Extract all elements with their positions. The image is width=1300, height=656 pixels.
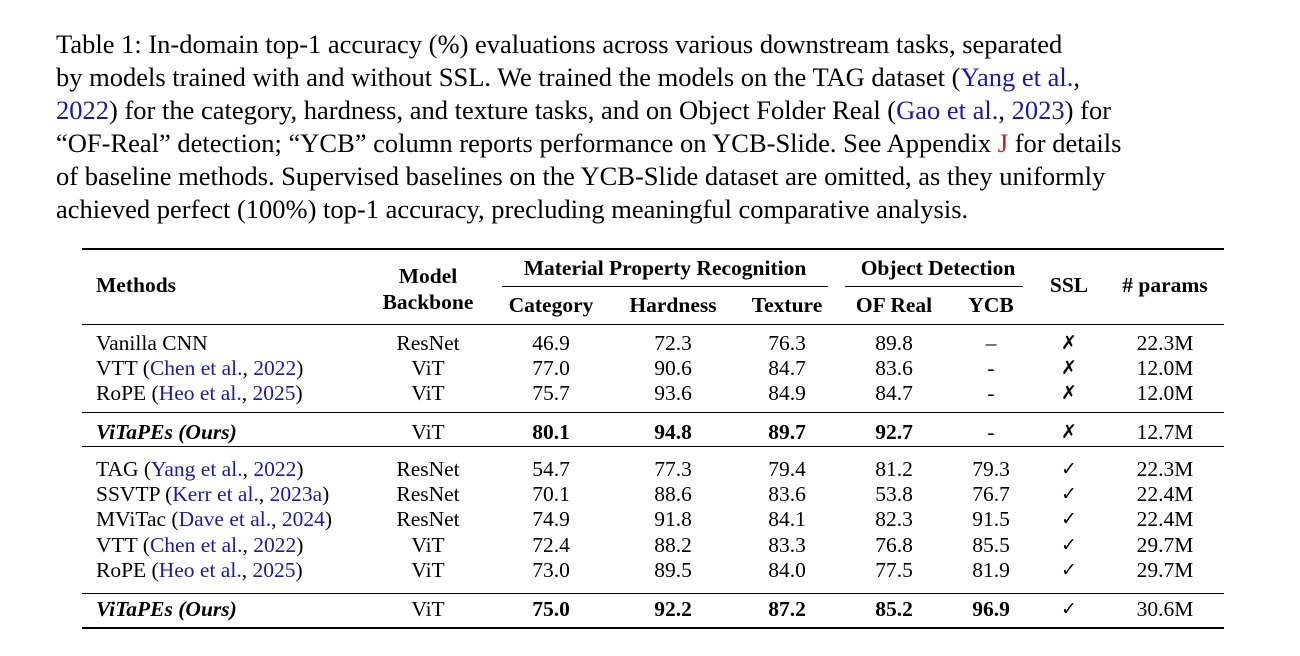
header-ssl: SSL [1049, 273, 1089, 297]
cell-of-real: 76.8 [875, 533, 913, 557]
check-icon: ✓ [1061, 598, 1077, 620]
cell-of-real: 77.5 [875, 558, 913, 582]
results-table [82, 248, 1224, 630]
cell-hardness: 72.3 [654, 331, 692, 355]
cell-category: 75.7 [532, 381, 570, 405]
cell-ycb: - [987, 381, 995, 405]
method-name: , [241, 558, 253, 582]
cell-category: 70.1 [532, 482, 570, 506]
method-name: ViTaPEs (Ours) [96, 420, 237, 444]
cell-params: 22.4M [1136, 482, 1194, 506]
cell-method [96, 419, 237, 445]
method-name: ViTaPEs (Ours) [96, 597, 237, 621]
method-name: MViTac ( [96, 507, 179, 531]
cross-icon: ✗ [1061, 382, 1077, 404]
header-model: Model [398, 264, 458, 288]
header-ycb: YCB [968, 293, 1014, 317]
caption-line [56, 28, 1246, 61]
citation-link[interactable]: Chen et al. [149, 356, 243, 380]
caption-line [56, 193, 1246, 226]
cell-params: 12.7M [1136, 420, 1194, 444]
cell-params: 12.0M [1136, 356, 1194, 380]
cell-category: 80.1 [532, 420, 570, 444]
cell-hardness: 92.2 [654, 597, 692, 621]
cell-method [96, 380, 303, 406]
cell-params: 30.6M [1136, 597, 1194, 621]
cell-ycb: 85.5 [972, 533, 1010, 557]
header-rule [82, 324, 1224, 325]
citation-link[interactable]: Yang et al. [151, 457, 243, 481]
cell-hardness: 90.6 [654, 356, 692, 380]
cell-method [96, 456, 304, 482]
check-icon: ✓ [1061, 534, 1077, 556]
header-object-detection: Object Detection [860, 256, 1016, 280]
cell-method [96, 596, 237, 622]
group-separator-rule [82, 446, 1224, 447]
method-name: ) [295, 381, 303, 405]
cell-hardness: 88.2 [654, 533, 692, 557]
cell-of-real: 81.2 [875, 457, 913, 481]
method-name: ) [322, 482, 330, 506]
cell-hardness: 89.5 [654, 558, 692, 582]
method-name: , [242, 457, 254, 481]
citation-link[interactable]: Chen et al. [149, 533, 243, 557]
method-name: ) [296, 533, 304, 557]
method-name: TAG ( [96, 457, 151, 481]
cell-backbone: ResNet [396, 457, 460, 481]
method-name: , [242, 356, 254, 380]
method-name: ) [296, 356, 304, 380]
cell-params: 29.7M [1136, 533, 1194, 557]
cell-method [96, 481, 329, 507]
caption-text: “OF-Real” detection; “YCB” column reports performance on YCB-Slide. See Appendix [56, 128, 998, 158]
cell-of-real: 89.8 [875, 331, 913, 355]
method-name: VTT ( [96, 533, 150, 557]
caption-line [56, 127, 1246, 160]
cell-ycb: 79.3 [972, 457, 1010, 481]
cell-texture: 84.1 [768, 507, 806, 531]
cell-hardness: 94.8 [654, 420, 692, 444]
cell-backbone: ViT [411, 420, 445, 444]
cell-backbone: ViT [411, 597, 445, 621]
cell-backbone: ViT [411, 558, 445, 582]
cell-category: 46.9 [532, 331, 570, 355]
method-name: ) [296, 457, 304, 481]
cell-ycb: 81.9 [972, 558, 1010, 582]
cell-of-real: 84.7 [875, 381, 913, 405]
citation-link[interactable]: Yang et al. [960, 62, 1074, 92]
cell-ycb: - [987, 356, 995, 380]
cell-backbone: ViT [411, 381, 445, 405]
cell-backbone: ResNet [396, 507, 460, 531]
cell-params: 22.3M [1136, 331, 1194, 355]
group-rule-od [845, 286, 1023, 287]
method-name: RoPE ( [96, 558, 159, 582]
cross-icon: ✗ [1061, 357, 1077, 379]
cell-category: 54.7 [532, 457, 570, 481]
header-material-property-recognition: Material Property Recognition [523, 256, 807, 280]
cell-of-real: 82.3 [875, 507, 913, 531]
cell-backbone: ResNet [396, 331, 460, 355]
cell-texture: 87.2 [768, 597, 806, 621]
method-name: ) [295, 558, 303, 582]
header-backbone: Backbone [382, 290, 474, 314]
cell-ycb: - [987, 420, 995, 444]
check-icon: ✓ [1061, 458, 1077, 480]
check-icon: ✓ [1061, 508, 1077, 530]
table-caption [56, 28, 1246, 226]
cell-texture: 84.0 [768, 558, 806, 582]
header-of-real: OF Real [855, 293, 933, 317]
cell-texture: 89.7 [768, 420, 806, 444]
group-separator-rule [82, 412, 1224, 413]
citation-link[interactable]: 2025 [252, 381, 296, 405]
citation-link[interactable]: 2025 [252, 558, 296, 582]
bottom-rule [82, 627, 1224, 629]
citation-link[interactable]: 2022 [253, 457, 297, 481]
citation-link[interactable]: Heo et al. [158, 381, 242, 405]
caption-text: , [1073, 62, 1080, 92]
appendix-ref-link[interactable]: J [997, 128, 1009, 158]
caption-text: ) for the category, hardness, and texture tasks, and on Object Folder Real ( [109, 95, 897, 125]
cell-params: 29.7M [1136, 558, 1194, 582]
method-name: , [258, 482, 270, 506]
cell-backbone: ViT [411, 533, 445, 557]
cell-params: 12.0M [1136, 381, 1194, 405]
caption-text: , [998, 95, 1012, 125]
cell-category: 75.0 [532, 597, 570, 621]
caption-text: by models trained with and without SSL. We trained the models on the TAG dataset ( [56, 62, 961, 92]
cell-texture: 84.9 [768, 381, 806, 405]
citation-link[interactable]: Kerr et al. [172, 482, 259, 506]
cell-of-real: 92.7 [875, 420, 913, 444]
cell-method [96, 557, 303, 583]
check-icon: ✓ [1061, 483, 1077, 505]
cell-texture: 83.3 [768, 533, 806, 557]
header-texture: Texture [751, 293, 823, 317]
method-name: VTT ( [96, 356, 150, 380]
cell-texture: 76.3 [768, 331, 806, 355]
citation-link[interactable]: 2023 [1011, 95, 1065, 125]
citation-link[interactable]: 2023a [269, 482, 323, 506]
cell-ycb: – [985, 331, 997, 355]
method-name: Vanilla CNN [96, 331, 208, 355]
cell-hardness: 77.3 [654, 457, 692, 481]
caption-line [56, 61, 1246, 94]
citation-link[interactable]: 2022 [56, 95, 109, 125]
citation-link[interactable]: Heo et al. [158, 558, 242, 582]
cell-category: 73.0 [532, 558, 570, 582]
cell-texture: 79.4 [768, 457, 806, 481]
cell-ycb: 76.7 [972, 482, 1010, 506]
cell-of-real: 83.6 [875, 356, 913, 380]
cell-texture: 84.7 [768, 356, 806, 380]
cell-category: 74.9 [532, 507, 570, 531]
cell-of-real: 85.2 [875, 597, 913, 621]
cell-texture: 83.6 [768, 482, 806, 506]
top-rule [82, 248, 1224, 250]
cell-category: 72.4 [532, 533, 570, 557]
caption-text: achieved perfect (100%) top-1 accuracy, precluding meaningful comparative analysis. [56, 194, 969, 224]
method-name: , [242, 533, 254, 557]
citation-link[interactable]: 2022 [253, 356, 297, 380]
citation-link[interactable]: 2022 [253, 533, 297, 557]
cell-backbone: ViT [411, 356, 445, 380]
citation-link[interactable]: Dave et al. [178, 507, 272, 531]
cell-ycb: 96.9 [972, 597, 1010, 621]
caption-text: Table 1: In-domain top-1 accuracy (%) evaluations across various downstream tasks, separated [56, 29, 1063, 59]
method-name: SSVTP ( [96, 482, 173, 506]
cell-method [96, 355, 303, 381]
cell-method [96, 532, 303, 558]
method-name: , [241, 381, 253, 405]
citation-link[interactable]: 2024 [281, 507, 325, 531]
cell-params: 22.4M [1136, 507, 1194, 531]
cell-hardness: 91.8 [654, 507, 692, 531]
group-rule-mpr [502, 286, 828, 287]
header-hardness: Hardness [629, 293, 717, 317]
caption-text: for details [1008, 128, 1122, 158]
header-methods: Methods [96, 273, 177, 297]
header-params: # params [1122, 273, 1208, 297]
caption-line [56, 94, 1246, 127]
cell-hardness: 88.6 [654, 482, 692, 506]
method-name: RoPE ( [96, 381, 159, 405]
cross-icon: ✗ [1061, 421, 1077, 443]
method-name: ) [324, 507, 333, 531]
group-separator-rule [82, 593, 1224, 594]
cell-of-real: 53.8 [875, 482, 913, 506]
caption-text: ) for [1064, 95, 1112, 125]
check-icon: ✓ [1061, 559, 1077, 581]
cell-method [96, 330, 208, 356]
cell-category: 77.0 [532, 356, 570, 380]
method-name: , [271, 507, 282, 531]
caption-text: of baseline methods. Supervised baselines on the YCB-Slide dataset are omitted, as they uniformly [56, 161, 1106, 191]
cross-icon: ✗ [1061, 332, 1077, 354]
citation-link[interactable]: Gao et al. [896, 95, 999, 125]
cell-backbone: ResNet [396, 482, 460, 506]
cell-ycb: 91.5 [972, 507, 1010, 531]
cell-hardness: 93.6 [654, 381, 692, 405]
cell-params: 22.3M [1136, 457, 1194, 481]
header-category: Category [508, 293, 594, 317]
caption-line [56, 160, 1246, 193]
cell-method [96, 506, 332, 532]
